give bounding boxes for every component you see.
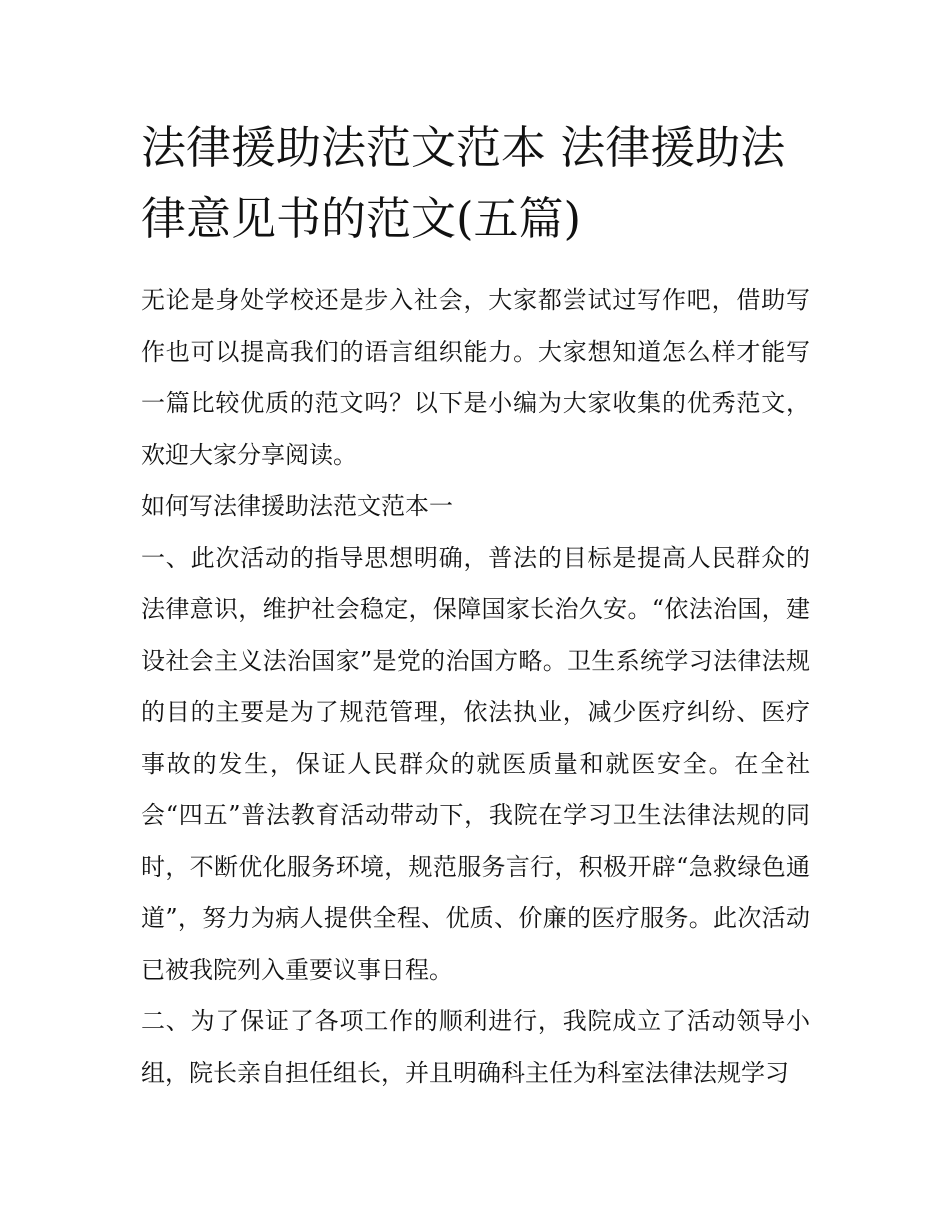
document-page <box>141 112 816 1099</box>
document-title: 法律援助法范文范本 法律援助法律意见书的范文(五篇) <box>141 121 786 245</box>
intro-paragraph: 无论是身处学校还是步入社会，大家都尝试过写作吧，借助写作也可以提高我们的语言组织能力。大家想知道怎么样才能写一篇比较优质的范文吗？以下是小编为大家收集的优秀范文，欢迎大家分享阅读。 <box>141 286 810 469</box>
section-heading: 如何写法律援助法范文范本一 <box>141 492 453 520</box>
body-paragraph-2: 二、为了保证了各项工作的顺利进行，我院成立了活动领导小组，院长亲自担任组长，并且明确科主任为科室法律法规学习 <box>141 1007 810 1087</box>
body-paragraph-1: 一、此次活动的指导思想明确，普法的目标是提高人民群众的法律意识，维护社会稳定，保障国家长治久安。“依法治国，建设社会主义法治国家”是党的治国方略。卫生系统学习法律法规的目的主要是为了规范管理，依法执业，减少医疗纠纷、医疗事故的发生，保证人民群众的就医质量和就医安全。在全社会“四五”普法教育活动带动下，我院在学习卫生法律法规的同时，不断优化服务环境，规范服务言行，积极开辟“急救绿色通道”，努力为病人提供全程、优质、价廉的医疗服务。此次活动已被我院列入重要议事日程。 <box>141 543 810 984</box>
